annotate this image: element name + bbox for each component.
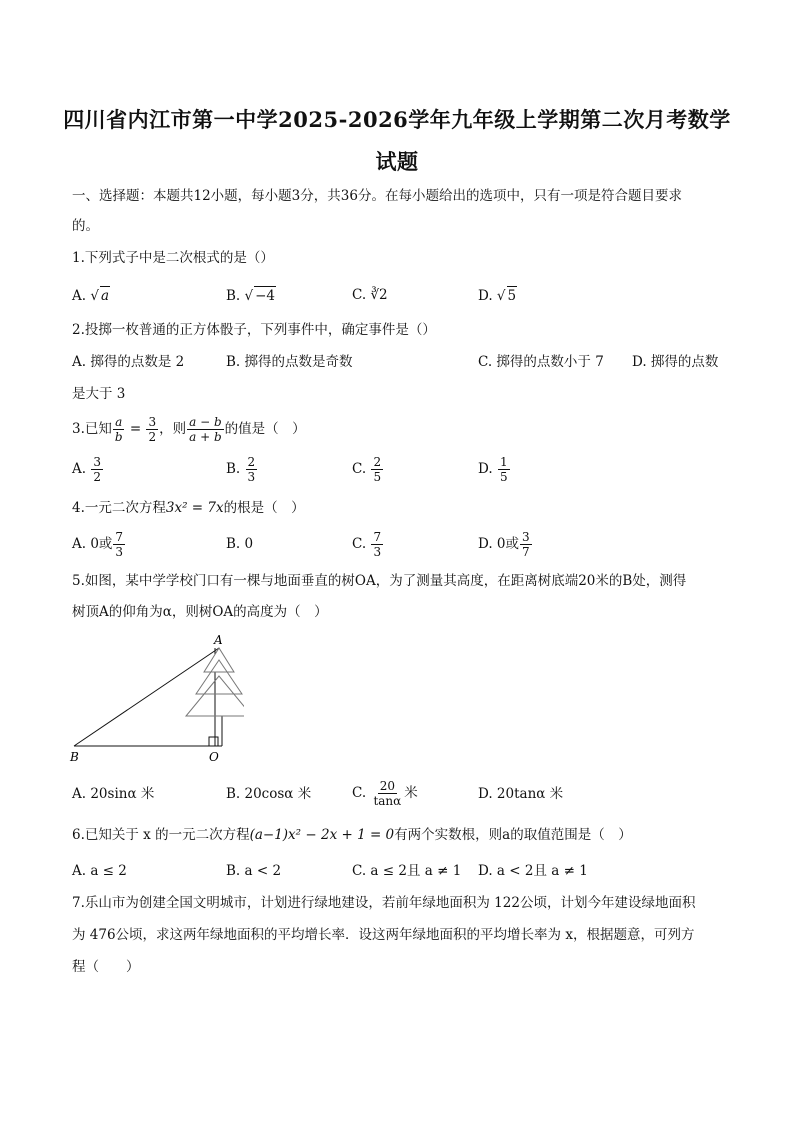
label-o: O (209, 750, 219, 764)
q2-option-c: C. 掷得的点数小于 7 (478, 354, 604, 370)
question-6-stem: 6.已知关于 x 的一元二次方程(a−1)x² − 2x + 1 = 0有两个实数根，则a的取值范围是（ ） (72, 827, 632, 843)
q1-option-b: B. √ −4 (226, 288, 276, 304)
q5-option-c: C. $\frac{20}{\tan\alpha}$ 米 (352, 779, 418, 808)
sight-line (74, 648, 219, 746)
q6-option-c: C. a ≤ 2且 a ≠ 1 (352, 863, 462, 879)
q4-option-d: D. 0或 $\frac{3}{7}$ (478, 530, 530, 559)
q2-option-a: A. 掷得的点数是 2 (72, 354, 185, 370)
q1-option-c: C. ∛2 (352, 287, 388, 303)
tree-elevation-figure (64, 630, 244, 766)
q2-option-d: D. 掷得的点数 (632, 354, 719, 370)
q6-option-b: B. a < 2 (226, 863, 282, 879)
question-5-stem: 5.如图，某中学学校门口有一棵与地面垂直的树OA，为了测量其高度，在距离树底端20米的B处，测得 (72, 573, 687, 589)
q2-option-d-cont: 是大于 3 (72, 386, 126, 402)
exam-title-cont: 试题 (375, 149, 419, 174)
question-7-stem-end: 程（ ） (72, 959, 140, 975)
q4-option-a: A. 0或 $\frac{7}{3}$ (72, 530, 124, 559)
q5-option-b: B. 20cosα 米 (226, 786, 312, 802)
q4-option-b: B. 0 (226, 536, 254, 552)
q1-option-a: A. √ a (72, 288, 110, 304)
q4-option-c: C. $\frac{7}{3}$ (352, 530, 382, 559)
q3-option-b: B. $\frac{2}{3}$ (226, 455, 256, 484)
label-a: A (214, 633, 223, 647)
q6-option-d: D. a < 2且 a ≠ 1 (478, 863, 588, 879)
q5-option-a: A. 20sinα 米 (72, 786, 155, 802)
question-5-stem-cont: 树顶A的仰角为α，则树OA的高度为（ ） (72, 604, 328, 620)
q1-option-d: D. √ 5 (478, 288, 517, 304)
q3-option-c: C. $\frac{2}{5}$ (352, 455, 382, 484)
q2-option-b: B. 掷得的点数是奇数 (226, 354, 353, 370)
question-1-stem: 1.下列式子中是二次根式的是（） (72, 250, 274, 266)
question-4-stem: 4.一元二次方程3x² = 7x的根是（ ） (72, 500, 305, 516)
exam-title: 四川省内江市第一中学2025-2026学年九年级上学期第二次月考数学 (63, 107, 731, 132)
section-instructions-cont: 的。 (72, 218, 99, 234)
question-2-stem: 2.投掷一枚普通的正方体骰子，下列事件中，确定事件是（） (72, 322, 436, 338)
q6-option-a: A. a ≤ 2 (72, 863, 127, 879)
q3-option-d: D. $\frac{1}{5}$ (478, 455, 508, 484)
q3-option-a: A. $\frac{3}{2}$ (72, 455, 101, 484)
question-7-stem-cont: 为 476公顷，求这两年绿地面积的平均增长率．设这两年绿地面积的平均增长率为 x，根据题意，可列方 (72, 927, 695, 943)
question-3-stem: 3.已知 $\frac{a}{b}$ = $\frac{3}{2}$ ，则 $\frac{a - b}{a + b}$ 的值是（ ） (72, 415, 306, 444)
label-b: B (70, 750, 79, 764)
question-7-stem: 7.乐山市为创建全国文明城市，计划进行绿地建设，若前年绿地面积为 122公顷，计划今年建设绿地面积 (72, 895, 696, 911)
section-instructions: 一、选择题：本题共12小题，每小题3分，共36分。在每小题给出的选项中，只有一项是符合题目要求 (72, 188, 682, 204)
right-angle-mark (209, 737, 218, 746)
q5-option-d: D. 20tanα 米 (478, 786, 564, 802)
